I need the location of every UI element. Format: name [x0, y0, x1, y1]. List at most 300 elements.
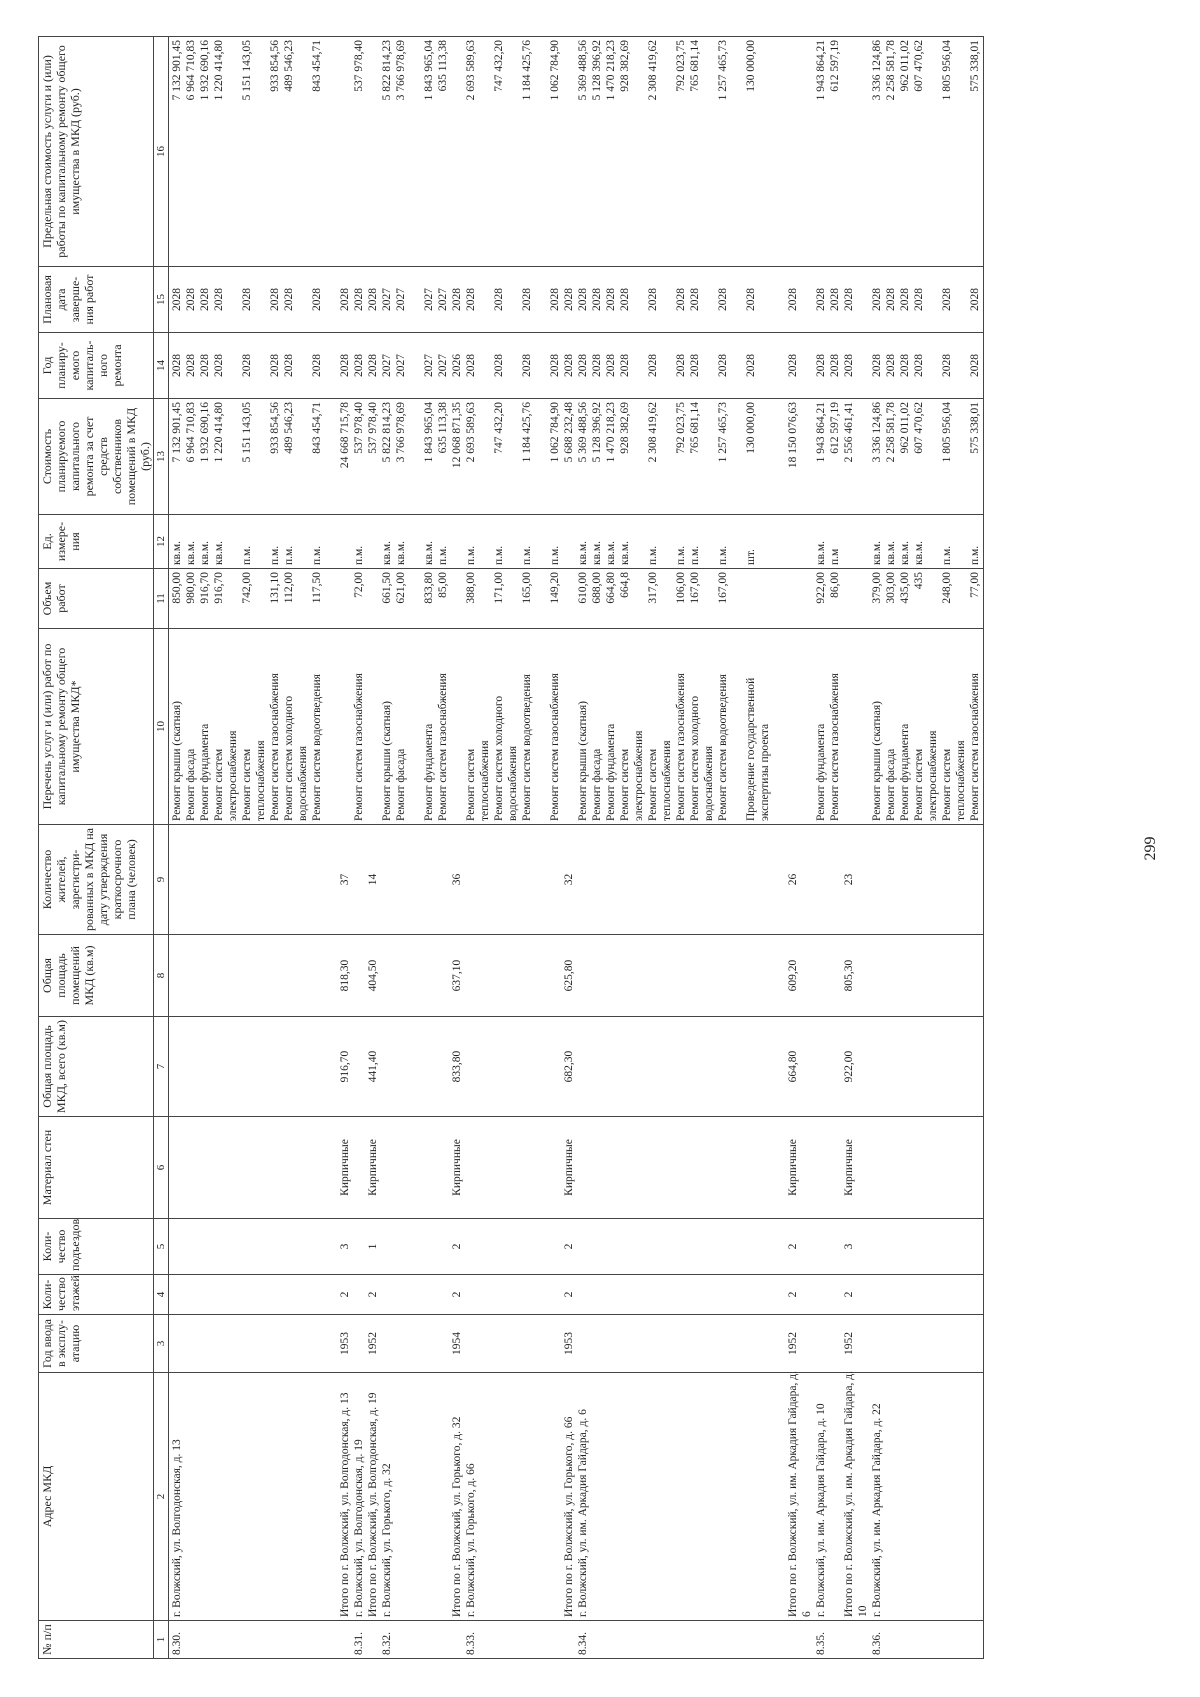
cell-line	[646, 1318, 660, 1369]
cell-line	[828, 1120, 842, 1215]
cell-line: 1954	[451, 1332, 463, 1355]
cell-line	[604, 938, 618, 1013]
cell-line: 26	[787, 873, 799, 886]
cell-line	[226, 402, 240, 511]
cell-line	[856, 1318, 870, 1369]
cell-line	[478, 40, 492, 263]
col-number: 2	[154, 1373, 169, 1621]
cell-line	[954, 336, 968, 395]
cell-line	[436, 1318, 450, 1369]
cell-line	[464, 1318, 478, 1369]
cell-line	[184, 1222, 198, 1271]
cell-line	[296, 270, 310, 329]
cell-line	[758, 336, 772, 395]
cell-line: 2028	[577, 354, 589, 377]
col-header: Материал стен	[39, 1117, 154, 1219]
cell-line: Проведение государственной	[745, 677, 757, 821]
cell-line	[394, 828, 408, 931]
cell-line	[562, 632, 576, 821]
col-header: Коли-чество подъездов	[39, 1219, 154, 1275]
cell-line: 2028	[619, 288, 631, 311]
cell-line	[394, 1318, 408, 1369]
cell-line	[422, 1278, 436, 1311]
cell-line	[324, 336, 338, 395]
cell-line	[324, 1222, 338, 1271]
cell-line	[814, 1278, 828, 1311]
cell-line: Кирпичные	[339, 1139, 351, 1196]
cell-line	[954, 1318, 968, 1369]
cell-line	[506, 270, 520, 329]
cell-line	[702, 336, 716, 395]
cell-line	[702, 402, 716, 511]
cell-line	[436, 938, 450, 1013]
cell-line	[954, 1278, 968, 1311]
cell-line	[170, 1318, 184, 1369]
cell-line	[310, 938, 324, 1013]
cell-line	[800, 40, 814, 263]
cell-line: 537 978,40	[353, 40, 365, 92]
cell-line: 2	[451, 1243, 463, 1250]
cell-line: 5 151 143,05	[241, 40, 253, 101]
cell-line	[646, 1278, 660, 1311]
cell-line	[184, 1624, 198, 1655]
cell-line	[212, 938, 226, 1013]
cell-line	[814, 1020, 828, 1113]
cell-line	[688, 1376, 702, 1617]
cell-line	[730, 632, 744, 821]
cell-line	[856, 572, 870, 625]
cell-line: г. Волжский, ул. Волгодонская, д. 19	[353, 1439, 365, 1617]
cell-line	[212, 1222, 226, 1271]
cell-line	[534, 632, 548, 821]
cell-line: 2027	[395, 354, 407, 377]
cell-line	[660, 270, 674, 329]
cell-line: кв.м.	[815, 540, 827, 565]
cell-line	[646, 1376, 660, 1617]
cell-line	[366, 1624, 380, 1655]
cell-line	[800, 1120, 814, 1215]
cell-line	[394, 1376, 408, 1617]
cell-line	[730, 1278, 744, 1311]
cell-line	[674, 1222, 688, 1271]
cell-line	[828, 1376, 842, 1617]
col-wall-material	[169, 1117, 984, 1219]
cell-line: Ремонт систем газоснабжения	[353, 673, 365, 821]
cell-line: кв.м.	[185, 540, 197, 565]
cell-line: электроснабжения	[227, 730, 239, 821]
cell-line	[926, 1376, 940, 1617]
cell-line	[282, 1624, 296, 1655]
cell-line: 7 132 901,45	[171, 402, 183, 463]
cell-line	[800, 1020, 814, 1113]
cell-line	[198, 1624, 212, 1655]
cell-line	[730, 1318, 744, 1369]
cell-line	[408, 402, 422, 511]
cell-line	[604, 1318, 618, 1369]
cell-line	[506, 938, 520, 1013]
cell-line	[240, 828, 254, 931]
col-number: 15	[154, 267, 169, 333]
cell-line: 575 338,01	[969, 40, 981, 92]
cell-line	[730, 40, 744, 263]
cell-line: кв.м.	[591, 540, 603, 565]
cell-line: 2028	[493, 354, 505, 377]
cell-line: 12 068 871,35	[451, 402, 463, 469]
cell-line: 2028	[591, 354, 603, 377]
cell-line: 2027	[423, 288, 435, 311]
cell-line: 609,20	[787, 959, 799, 992]
cell-line: 7 132 901,45	[171, 40, 183, 101]
cell-line	[534, 1120, 548, 1215]
cell-line	[562, 572, 576, 625]
cell-line	[548, 1376, 562, 1617]
cell-line: кв.м.	[199, 540, 211, 565]
cell-line	[492, 1278, 506, 1311]
cell-line: 2028	[465, 354, 477, 377]
cell-line	[604, 1278, 618, 1311]
cell-line	[534, 1624, 548, 1655]
cell-line	[170, 938, 184, 1013]
cell-line: п.м.	[283, 545, 295, 565]
cell-line: Ремонт систем холодного	[283, 695, 295, 821]
cell-line	[576, 1278, 590, 1311]
cell-line	[660, 336, 674, 395]
cell-line	[506, 1624, 520, 1655]
cell-line: 2028	[269, 288, 281, 311]
cell-line	[674, 1376, 688, 1617]
cell-line	[226, 572, 240, 625]
cell-line	[534, 938, 548, 1013]
cell-line	[226, 1020, 240, 1113]
cell-line	[226, 270, 240, 329]
col-completion-date	[169, 267, 984, 333]
cell-line	[940, 1376, 954, 1617]
cell-line: г. Волжский, ул. Горького, д. 66	[465, 1463, 477, 1617]
cell-line	[926, 828, 940, 931]
cell-line	[786, 40, 800, 263]
cell-line: 637,10	[451, 959, 463, 992]
cell-line	[688, 1624, 702, 1655]
cell-line	[198, 938, 212, 1013]
cell-line: п.м.	[717, 545, 729, 565]
cell-line: 612 597,19	[829, 402, 841, 454]
cell-line: водоснабжения	[507, 745, 519, 821]
cell-line	[772, 1318, 786, 1369]
cell-line	[478, 938, 492, 1013]
cell-line	[912, 1624, 926, 1655]
cell-line	[898, 1278, 912, 1311]
cell-line	[926, 1318, 940, 1369]
cell-line	[324, 632, 338, 821]
cell-line	[674, 1624, 688, 1655]
cell-line	[324, 1376, 338, 1617]
cell-line	[268, 1624, 282, 1655]
cell-line	[968, 1624, 982, 1655]
cell-line	[660, 572, 674, 625]
cell-line	[716, 1120, 730, 1215]
cell-line: 962 011,02	[899, 402, 911, 454]
cell-line	[226, 336, 240, 395]
cell-line	[324, 1624, 338, 1655]
cell-line: 742,00	[241, 572, 253, 604]
cell-line	[646, 1624, 660, 1655]
cell-line	[296, 572, 310, 625]
cell-line: 1 257 465,73	[717, 40, 729, 101]
cell-line	[772, 1376, 786, 1617]
cell-line: 2028	[591, 288, 603, 311]
cell-line	[926, 270, 940, 329]
cell-line	[604, 1222, 618, 1271]
cell-line	[842, 632, 856, 821]
cell-line: 612 597,19	[829, 40, 841, 92]
cell-line: 8.32.	[381, 1632, 393, 1655]
cell-line: кв.м.	[171, 540, 183, 565]
cell-line	[772, 1278, 786, 1311]
cell-line	[184, 1318, 198, 1369]
cell-line	[618, 1020, 632, 1113]
cell-line: 14	[367, 873, 379, 886]
col-address	[169, 1373, 984, 1621]
cell-line: 489 546,23	[283, 402, 295, 454]
cell-line	[758, 828, 772, 931]
cell-line: 2028	[199, 354, 211, 377]
cell-line	[758, 270, 772, 329]
cell-line: 1 184 425,76	[521, 40, 533, 101]
cell-line	[506, 1318, 520, 1369]
cell-line	[730, 1222, 744, 1271]
cell-line	[268, 1222, 282, 1271]
cell-line	[436, 828, 450, 931]
cell-line	[940, 1624, 954, 1655]
cell-line: 635 113,38	[437, 40, 449, 92]
cell-line: п.м	[829, 548, 841, 565]
cell-line	[296, 402, 310, 511]
cell-line	[408, 1376, 422, 1617]
cell-line	[730, 1376, 744, 1617]
cell-line	[814, 828, 828, 931]
cell-line: Ремонт систем водоотведения	[717, 674, 729, 821]
cell-line	[296, 1376, 310, 1617]
cell-line	[716, 938, 730, 1013]
cell-line	[380, 1120, 394, 1215]
cell-line: Ремонт систем	[241, 748, 253, 821]
cell-line: Кирпичные	[843, 1139, 855, 1196]
cell-line: 2028	[339, 354, 351, 377]
cell-line	[758, 402, 772, 511]
cell-line	[660, 1318, 674, 1369]
cell-line	[688, 1278, 702, 1311]
cell-line	[814, 1318, 828, 1369]
cell-line	[870, 1278, 884, 1311]
col-header: Коли-чество этажей	[39, 1275, 154, 1315]
cell-line	[744, 1318, 758, 1369]
cell-line	[254, 572, 268, 625]
cell-line	[660, 1278, 674, 1311]
col-number: 6	[154, 1117, 169, 1219]
cell-line: 2028	[283, 354, 295, 377]
cell-line	[940, 1222, 954, 1271]
cell-line	[912, 1120, 926, 1215]
cell-line: кв.м.	[619, 540, 631, 565]
cell-line: 2028	[619, 354, 631, 377]
cell-line	[674, 1278, 688, 1311]
cell-line	[702, 1624, 716, 1655]
cell-line: 2028	[969, 288, 981, 311]
cell-line: 2027	[437, 288, 449, 311]
cell-line: 2028	[269, 354, 281, 377]
cell-line	[702, 1020, 716, 1113]
cell-line	[478, 828, 492, 931]
cell-line: кв.м.	[871, 540, 883, 565]
cell-line	[968, 1222, 982, 1271]
cell-line	[772, 1120, 786, 1215]
cell-line: 130 000,00	[745, 402, 757, 454]
cell-line	[534, 336, 548, 395]
cell-line: 2028	[353, 354, 365, 377]
cell-line: 2028	[787, 288, 799, 311]
cell-line	[282, 1376, 296, 1617]
cell-line	[506, 40, 520, 263]
cell-line	[870, 1222, 884, 1271]
cell-line	[912, 1020, 926, 1113]
cell-line	[506, 1376, 520, 1617]
cell-line	[800, 938, 814, 1013]
cell-line	[912, 1376, 926, 1617]
cell-line: 6 964 710,83	[185, 40, 197, 101]
cell-line	[856, 1020, 870, 1113]
cell-line	[800, 632, 814, 821]
cell-line: 850,00	[171, 572, 183, 604]
cell-line: 5 369 488,56	[577, 402, 589, 463]
cell-line	[898, 1376, 912, 1617]
cell-line: 2	[367, 1291, 379, 1298]
cell-line	[730, 1020, 744, 1113]
cell-line: 2028	[787, 354, 799, 377]
cell-line	[492, 1318, 506, 1369]
cell-line	[226, 828, 240, 931]
cell-line	[730, 1624, 744, 1655]
cell-line	[772, 572, 786, 625]
col-header: Год ввода в эксплу-атацию	[39, 1315, 154, 1373]
col-residents	[169, 825, 984, 935]
cell-line	[590, 1278, 604, 1311]
cell-line	[408, 1624, 422, 1655]
cell-line: кв.м.	[577, 540, 589, 565]
cell-line: электроснабжения	[633, 730, 645, 821]
cell-line	[506, 1020, 520, 1113]
cell-line	[282, 1120, 296, 1215]
cell-line	[296, 518, 310, 565]
cell-line	[926, 518, 940, 565]
cell-line: Ремонт систем холодного	[689, 695, 701, 821]
cell-line	[674, 938, 688, 1013]
cell-line	[394, 1624, 408, 1655]
cell-line: 2028	[913, 354, 925, 377]
cell-line	[380, 1020, 394, 1113]
cell-line: 962 011,02	[899, 40, 911, 92]
cell-line	[534, 1278, 548, 1311]
cell-line	[632, 518, 646, 565]
header-row	[39, 37, 154, 1659]
cell-line	[842, 40, 856, 263]
cell-line: 165,00	[521, 572, 533, 604]
cell-line	[408, 572, 422, 625]
cell-line	[212, 1376, 226, 1617]
cell-line: 2028	[843, 354, 855, 377]
cell-line: 2 693 589,63	[465, 402, 477, 463]
cell-line: п.м.	[689, 545, 701, 565]
cell-line	[310, 1278, 324, 1311]
cell-line	[870, 1318, 884, 1369]
cell-line: 682,30	[563, 1050, 575, 1083]
cell-line: 607 470,62	[913, 40, 925, 92]
cell-line	[422, 1624, 436, 1655]
cell-line: 248,00	[941, 572, 953, 604]
cell-line: 5 688 232,48	[563, 402, 575, 463]
cell-line	[478, 270, 492, 329]
cell-line: 635 113,38	[437, 402, 449, 454]
cell-line	[968, 1318, 982, 1369]
cell-line	[856, 270, 870, 329]
cell-line: Итого по г. Волжский, ул. им. Аркадия Гайдара, д.	[843, 1371, 855, 1617]
col-number: 8	[154, 935, 169, 1017]
cell-line: Кирпичные	[787, 1139, 799, 1196]
cell-line	[492, 1020, 506, 1113]
cell-line: 2028	[605, 288, 617, 311]
cell-line	[534, 270, 548, 329]
cell-line	[842, 1624, 856, 1655]
cell-line	[856, 402, 870, 511]
cell-line: п.м.	[941, 545, 953, 565]
col-number: 13	[154, 399, 169, 515]
cell-line: 2028	[213, 288, 225, 311]
col-max-cost	[169, 37, 984, 267]
cell-line	[744, 1222, 758, 1271]
cell-line	[436, 1624, 450, 1655]
cell-line	[968, 1278, 982, 1311]
cell-line: 2 308 419,62	[647, 40, 659, 101]
cell-line	[394, 1020, 408, 1113]
cell-line	[408, 518, 422, 565]
cell-line	[478, 1376, 492, 1617]
cell-line	[800, 1318, 814, 1369]
cell-line	[198, 1318, 212, 1369]
cell-line: 2028	[647, 288, 659, 311]
cell-line	[828, 1278, 842, 1311]
cell-line	[240, 1624, 254, 1655]
cell-line: 661,50	[381, 572, 393, 604]
cell-line	[408, 632, 422, 821]
cell-line	[786, 518, 800, 565]
cell-line	[324, 1318, 338, 1369]
cell-line	[716, 1318, 730, 1369]
cell-line	[324, 572, 338, 625]
cell-line: Ремонт систем водоотведения	[311, 674, 323, 821]
cell-line	[898, 1222, 912, 1271]
cell-line	[590, 938, 604, 1013]
cell-line	[898, 1120, 912, 1215]
cell-line: 928 382,69	[619, 40, 631, 92]
col-number: 7	[154, 1017, 169, 1117]
col-header: Общая площадь МКД, всего (кв.м)	[39, 1017, 154, 1117]
cell-line	[520, 1020, 534, 1113]
cell-line	[702, 1222, 716, 1271]
cell-line	[464, 938, 478, 1013]
cell-line: 2	[787, 1291, 799, 1298]
cell-line	[408, 1120, 422, 1215]
cell-line	[702, 518, 716, 565]
cell-line: 843 454,71	[311, 402, 323, 454]
